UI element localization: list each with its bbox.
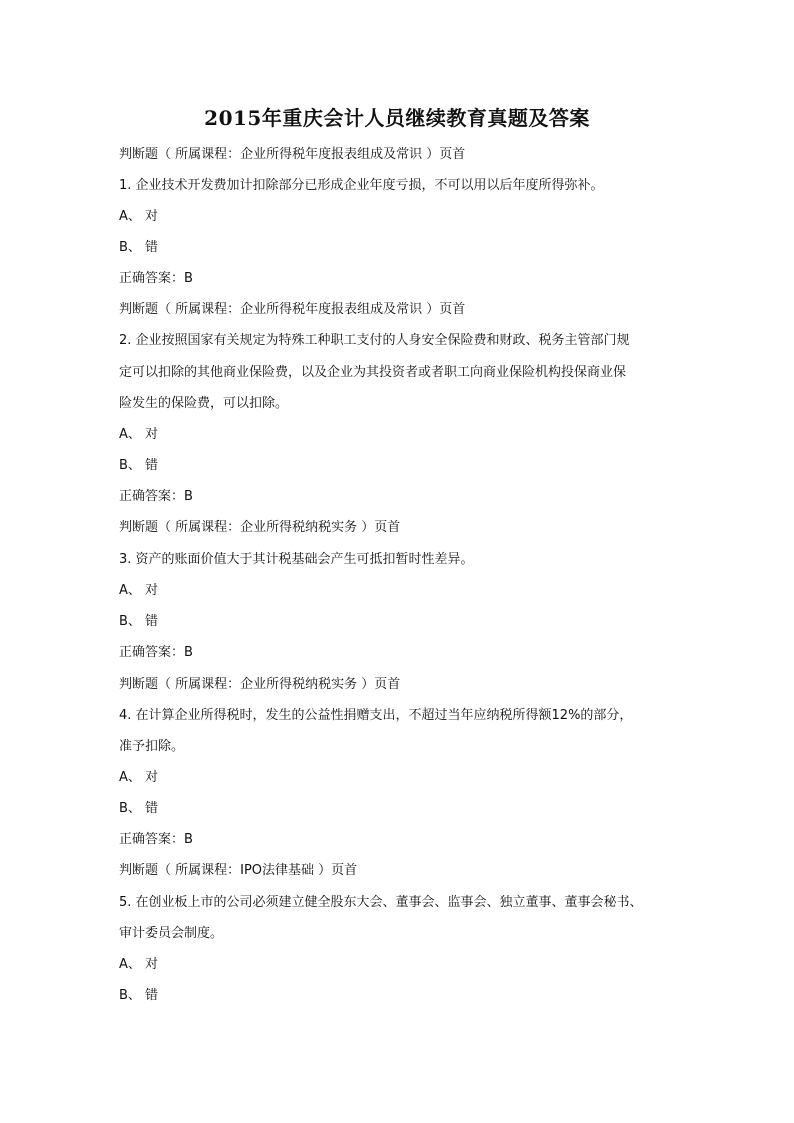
option-a-1: A、 对: [119, 209, 159, 224]
option-a-3: A、 对: [119, 583, 159, 598]
question-text-2-line-1: 2. 企业按照国家有关规定为特殊工种职工支付的人身安全保险费和财政、税务主管部门规: [119, 333, 630, 348]
question-header-3: 判断题（ 所属课程：企业所得税纳税实务 ）页首: [119, 520, 401, 535]
question-text-5-line-1: 5. 在创业板上市的公司必须建立健全股东大会、董事会、监事会、独立董事、董事会秘书、: [119, 895, 643, 910]
question-header-1: 判断题（ 所属课程：企业所得税年度报表组成及常识 ）页首: [119, 147, 466, 162]
option-b-2: B、 错: [119, 458, 159, 473]
question-header-2: 判断题（ 所属课程：企业所得税年度报表组成及常识 ）页首: [119, 302, 466, 317]
question-text-2-line-2: 定可以扣除的其他商业保险费，以及企业为其投资者或者职工向商业保险机构投保商业保: [119, 365, 627, 380]
answer-1: 正确答案：B: [119, 271, 193, 286]
question-header-4: 判断题（ 所属课程：企业所得税纳税实务 ）页首: [119, 677, 401, 692]
question-text-5-line-2: 审计委员会制度。: [119, 926, 224, 941]
question-text-4-line-1: 4. 在计算企业所得税时，发生的公益性捐赠支出，不超过当年应纳税所得额12%的部分，: [119, 708, 633, 723]
option-b-1: B、 错: [119, 240, 159, 255]
option-b-3: B、 错: [119, 614, 159, 629]
question-text-2-line-3: 险发生的保险费，可以扣除。: [119, 396, 289, 411]
answer-3: 正确答案：B: [119, 645, 193, 660]
option-b-5: B、 错: [119, 988, 159, 1003]
option-a-2: A、 对: [119, 427, 159, 442]
option-b-4: B、 错: [119, 801, 159, 816]
question-text-4-line-2: 准予扣除。: [119, 739, 185, 754]
option-a-4: A、 对: [119, 770, 159, 785]
answer-4: 正确答案：B: [119, 832, 193, 847]
document-title: 2015年重庆会计人员继续教育真题及答案: [204, 106, 590, 130]
question-header-5: 判断题（ 所属课程：IPO法律基础 ）页首: [119, 863, 358, 878]
option-a-5: A、 对: [119, 957, 159, 972]
question-text-3: 3. 资产的账面价值大于其计税基础会产生可抵扣暂时性差异。: [119, 552, 474, 567]
answer-2: 正确答案：B: [119, 489, 193, 504]
question-text-1: 1. 企业技术开发费加计扣除部分已形成企业年度亏损，不可以用以后年度所得弥补。: [119, 178, 604, 193]
